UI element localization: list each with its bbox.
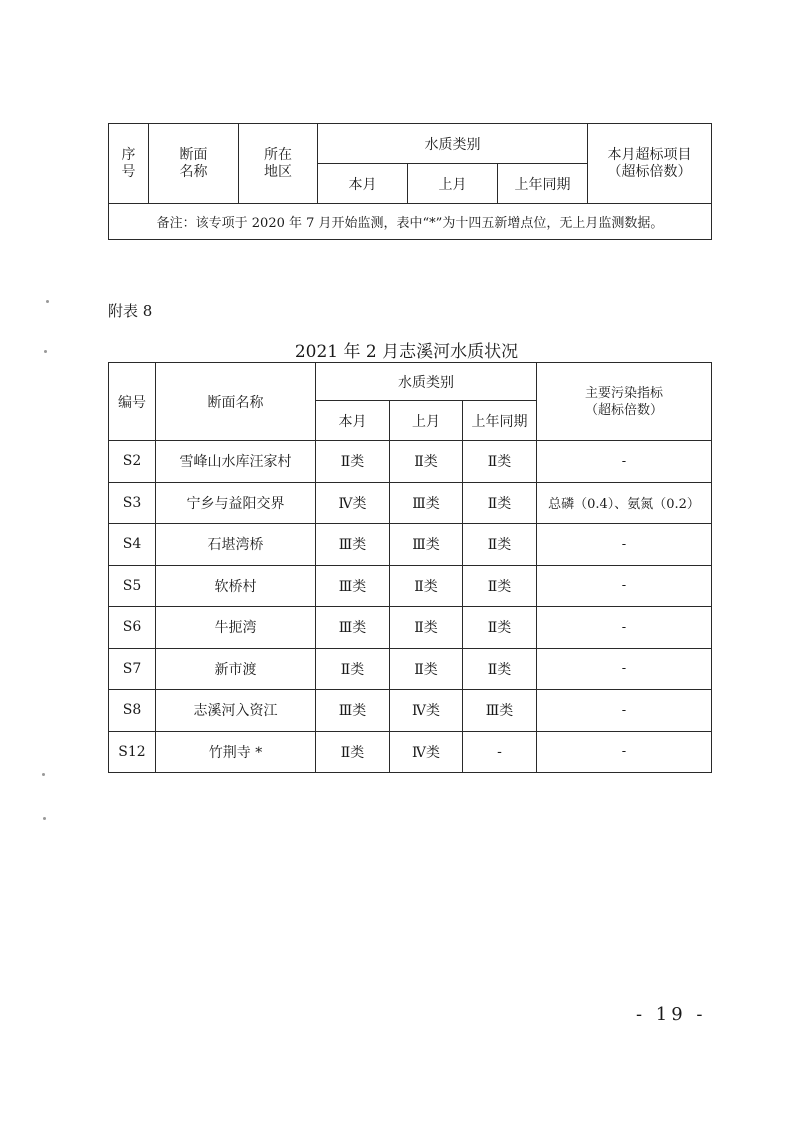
- table-row: [109, 441, 712, 483]
- cell-last-month: Ⅱ类: [390, 648, 463, 690]
- header-location: 所在 地区: [239, 124, 318, 204]
- cell-same-period: Ⅱ类: [463, 565, 537, 607]
- cell-id: S7: [109, 648, 156, 690]
- table-row: [109, 482, 712, 524]
- table-row: [109, 690, 712, 732]
- cell-section-name: 石堪湾桥: [156, 524, 316, 566]
- cell-id: S8: [109, 690, 156, 732]
- scan-speck: [46, 300, 49, 303]
- cell-last-month: Ⅳ类: [390, 731, 463, 773]
- cell-section-name: 新市渡: [156, 648, 316, 690]
- cell-id: S4: [109, 524, 156, 566]
- cell-section-name: 竹荆寺 *: [156, 731, 316, 773]
- header-exceed: 本月超标项目 （超标倍数）: [588, 124, 712, 204]
- cell-same-period: Ⅱ类: [463, 482, 537, 524]
- header-seq: 序 号: [109, 124, 149, 204]
- cell-last-month: Ⅲ类: [390, 524, 463, 566]
- appendix-label: 附表 8: [108, 302, 153, 320]
- table-title-text: 2021 年 2 月志溪河水质状况: [294, 342, 519, 362]
- table-row: [109, 607, 712, 649]
- cell-this-month: Ⅲ类: [316, 524, 390, 566]
- header-section-name: 断面名称: [156, 363, 316, 441]
- cell-pollutants: -: [537, 731, 712, 773]
- header-section-name: 断面 名称: [149, 124, 239, 204]
- cell-this-month: Ⅲ类: [316, 565, 390, 607]
- cell-section-name: 雪峰山水库汪家村: [156, 441, 316, 483]
- cell-pollutants: -: [537, 565, 712, 607]
- table-note: 备注：该专项于 2020 年 7 月开始监测，表中“*”为十四五新增点位，无上月监测数据。: [109, 204, 712, 240]
- cell-same-period: Ⅲ类: [463, 690, 537, 732]
- cell-this-month: Ⅱ类: [316, 441, 390, 483]
- cell-same-period: Ⅱ类: [463, 648, 537, 690]
- cell-section-name: 宁乡与益阳交界: [156, 482, 316, 524]
- cell-section-name: 牛扼湾: [156, 607, 316, 649]
- cell-last-month: Ⅱ类: [390, 565, 463, 607]
- cell-id: S3: [109, 482, 156, 524]
- header-this-month: 本月: [318, 164, 408, 204]
- cell-pollutants: 总磷（0.4）、氨氮（0.2）: [537, 482, 712, 524]
- scan-speck: [42, 773, 45, 776]
- header-last-month: 上月: [408, 164, 498, 204]
- cell-pollutants: -: [537, 648, 712, 690]
- previous-page-table: [108, 123, 712, 240]
- cell-pollutants: -: [537, 441, 712, 483]
- table-row: [109, 565, 712, 607]
- cell-id: S5: [109, 565, 156, 607]
- cell-pollutants: -: [537, 690, 712, 732]
- cell-this-month: Ⅲ类: [316, 607, 390, 649]
- table-row: [109, 731, 712, 773]
- cell-id: S12: [109, 731, 156, 773]
- header-same-period: 上年同期: [463, 401, 537, 441]
- cell-pollutants: -: [537, 607, 712, 649]
- cell-id: S2: [109, 441, 156, 483]
- table-row: [109, 648, 712, 690]
- page-number: - 19 -: [636, 1004, 707, 1025]
- cell-section-name: 志溪河入资江: [156, 690, 316, 732]
- scan-speck: [44, 350, 47, 353]
- cell-same-period: -: [463, 731, 537, 773]
- scan-speck: [43, 817, 46, 820]
- cell-last-month: Ⅲ类: [390, 482, 463, 524]
- table-row: [109, 524, 712, 566]
- water-quality-table: [108, 362, 712, 773]
- cell-last-month: Ⅱ类: [390, 607, 463, 649]
- cell-id: S6: [109, 607, 156, 649]
- header-id: 编号: [109, 363, 156, 441]
- header-water-quality: 水质类别: [318, 124, 588, 164]
- header-pollutants: 主要污染指标 （超标倍数）: [537, 363, 712, 441]
- header-same-period: 上年同期: [498, 164, 588, 204]
- cell-same-period: Ⅱ类: [463, 441, 537, 483]
- cell-pollutants: -: [537, 524, 712, 566]
- cell-this-month: Ⅱ类: [316, 731, 390, 773]
- header-last-month: 上月: [390, 401, 463, 441]
- table-title: [0, 337, 793, 362]
- cell-last-month: Ⅳ类: [390, 690, 463, 732]
- cell-this-month: Ⅳ类: [316, 482, 390, 524]
- header-water-quality: 水质类别: [316, 363, 537, 401]
- cell-this-month: Ⅲ类: [316, 690, 390, 732]
- cell-same-period: Ⅱ类: [463, 524, 537, 566]
- cell-section-name: 软桥村: [156, 565, 316, 607]
- cell-this-month: Ⅱ类: [316, 648, 390, 690]
- cell-last-month: Ⅱ类: [390, 441, 463, 483]
- header-this-month: 本月: [316, 401, 390, 441]
- cell-same-period: Ⅱ类: [463, 607, 537, 649]
